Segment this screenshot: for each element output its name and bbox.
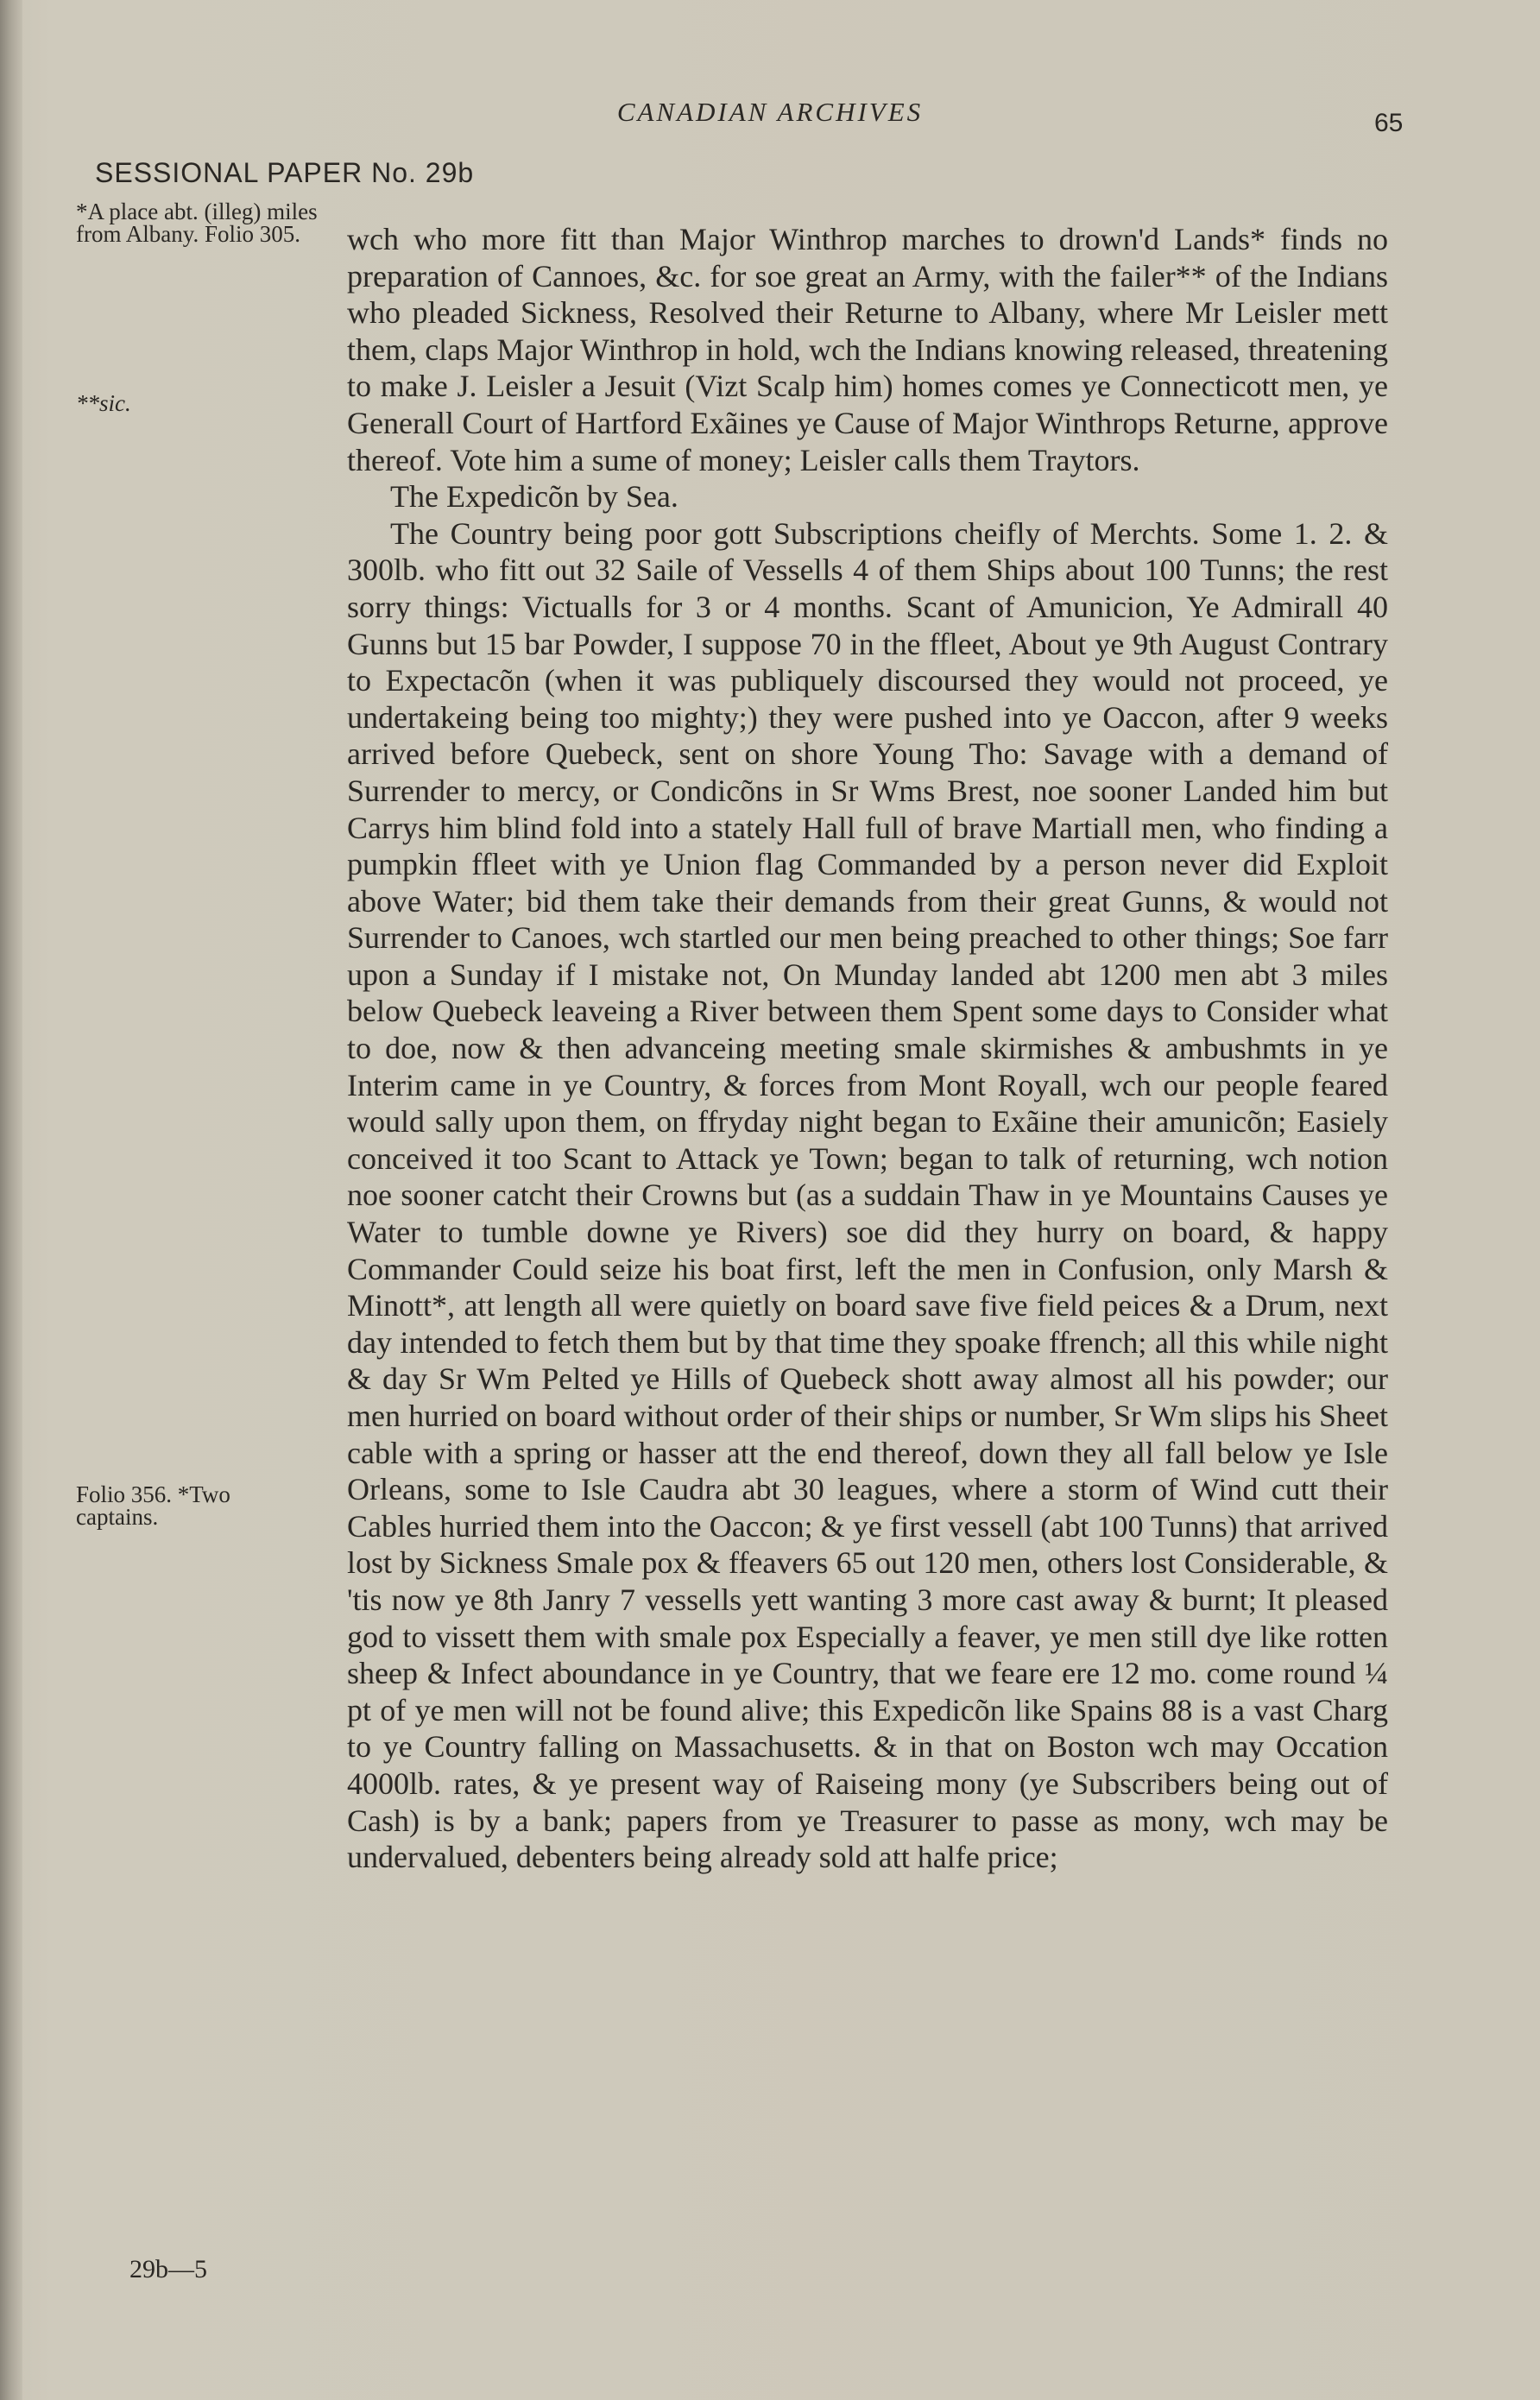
sessional-paper-label: SESSIONAL PAPER No. 29b [95, 157, 475, 188]
margin-note-place: *A place abt. (illeg) miles from Albany. Folio 305. [76, 199, 318, 247]
body-text [347, 221, 1388, 1876]
footer-code: 29b—5 [129, 2255, 207, 2283]
section-heading: The Expedicõn by Sea. [390, 479, 678, 515]
margin-note-folio: Folio 356. *Two captains. [76, 1481, 230, 1530]
running-title: CANADIAN ARCHIVES [616, 97, 924, 127]
paragraph-continuation: wch who more fitt than Major Winthrop marches to drown'd Lands* finds no preparation of Cannoes, &c. for soe great an Army, with the failer** of the Indians who pleaded Sickness, Resolved their Returne to Albany, where Mr Leisler mett them, claps Major Winthrop in hold, wch the Indians knowing released, threatening to make J. Leisler a Jesuit (Vizt Scalp him) homes comes ye Connecticott men, ye Generall Court of Hartford Exãines ye Cause of Major Winthrops Returne, approve thereof. Vote him a sume of money; Leisler calls them Traytors. [347, 222, 1388, 477]
margin-note-sic: **sic. [76, 390, 131, 416]
page-gutter [0, 0, 22, 2400]
page-number: 65 [1374, 109, 1404, 137]
paragraph-expedition: The Country being poor gott Subscriptions cheifly of Merchts. Some 1. 2. & 300lb. who fitt out 32 Saile of Vessells 4 of them Ships about 100 Tunns; the rest sorry things: Victualls for 3 or 4 months. Scant of Amunicion, Ye Admirall 40 Gunns but 15 bar Powder, I suppose 70 in the ffleet, About ye 9th August Contrary to Expectacõn (when it was publiquely discoursed they would not proceed, ye undertakeing being too mighty;) they were pushed into ye Oaccon, after 9 weeks arrived before Quebeck, sent on shore Young Tho: Savage with a demand of Surrender to mercy, or Condicõns in Sr Wms Brest, noe sooner Landed him but Carrys him blind fold into a stately Hall full of brave Martiall men, who finding a pumpkin ffleet with ye Union flag Commanded by a person never did Exploit above Water; bid them take their demands from their great Gunns, & would not Surrender to Canoes, wch startled our men being preached to other things; Soe farr upon a Sunday if I mistake not, On Munday landed abt 1200 men abt 3 miles below Quebeck leaveing a River between them Spent some days to Consider what to doe, now & then advanceing meeting smale skirmishes & ambushmts in ye Interim came in ye Country, & forces from Mont Royall, wch our people feared would sally upon them, on ffryday night began to Exãine their amunicõn; Easiely conceived it too Scant to Attack ye Town; began to talk of returning, wch notion noe sooner catcht their Crowns but (as a suddain Thaw in ye Mountains Causes ye Water to tumble downe ye Rivers) soe did they hurry on board, & happy Commander Could seize his boat first, left the men in Confusion, only Marsh & Minott*, att length all were quietly on board save five field peices & a Drum, next day intended to fetch them but by that time they spoake ffrench; all this while night & day Sr Wm Pelted ye Hills of Quebeck shott away almost all his powder; our men hurried on board without order of their ships or number, Sr Wm slips his Sheet cable with a spring or hasser att the end thereof, down they all fall below ye Isle Orleans, some to Isle Caudra abt 30 leagues, where a storm of Wind cutt their Cables hurried them into the Oaccon; & ye first vessell (abt 100 Tunns) that arrived lost by Sickness Smale pox & ffeavers 65 out 120 men, others lost Considerable, & 'tis now ye 8th Janry 7 vessells yett wanting 3 more cast away & burnt; It pleased god to vissett them with smale pox Especially a feaver, ye men still dye like rotten sheep & Infect aboundance in ye Country, that we feare ere 12 mo. come round ¼ pt of ye men will not be found alive; this Expedicõn like Spains 88 is a vast Charg to ye Country falling on Massachusetts. & in that on Boston wch may Occation 4000lb. rates, & ye present way of Raiseing mony (ye Subscribers being out of Cash) is by a bank; papers from ye Treasurer to passe as mony, wch may be undervalued, debenters being already sold att halfe price; [347, 515, 1388, 1875]
